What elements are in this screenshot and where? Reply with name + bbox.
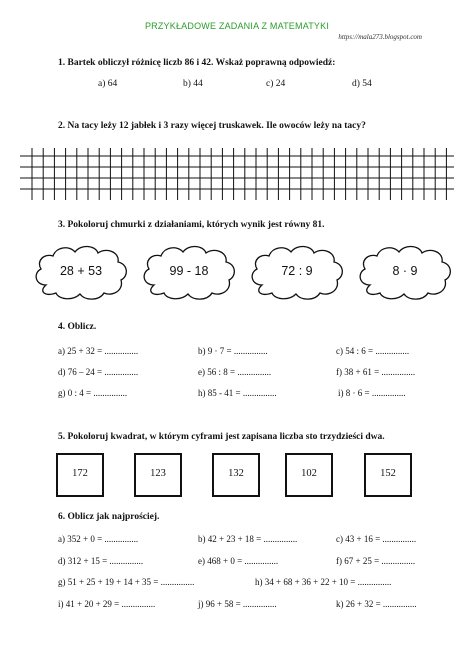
- square-1[interactable]: [56, 453, 104, 497]
- task3-question: 3. Pokoloruj chmurki z działaniami, których wynik jest równy 81.: [58, 220, 325, 230]
- task6-item-j: j) 96 + 58 = ...............: [198, 599, 277, 609]
- square-4[interactable]: [285, 453, 333, 497]
- task4-item-f: f) 38 + 61 = ...............: [336, 367, 416, 377]
- task1-answer-b: b) 44: [183, 79, 203, 89]
- task1-answer-c: c) 24: [266, 79, 286, 89]
- cloud-4[interactable]: [356, 243, 454, 301]
- task6-item-d: d) 312 + 15 = ...............: [58, 556, 144, 566]
- page-header-url: https://mala273.blogspot.com: [338, 33, 422, 41]
- task6-item-k: k) 26 + 32 = ...............: [336, 599, 417, 609]
- calculation-grid: [20, 148, 454, 200]
- task4-item-d: d) 76 – 24 = ...............: [58, 367, 139, 377]
- square-3-number: 132: [228, 468, 244, 479]
- task6-item-a: a) 352 + 0 = ...............: [58, 534, 139, 544]
- cloud-1-expression: 28 + 53: [59, 264, 103, 278]
- task4-item-h: h) 85 - 41 = ...............: [198, 388, 277, 398]
- task1-answer-a: a) 64: [98, 79, 118, 89]
- page-header-title: PRZYKŁADOWE ZADANIA Z MATEMATYKI: [144, 21, 330, 31]
- square-4-number: 102: [301, 468, 317, 479]
- cloud-3-expression: 72 : 9: [281, 264, 313, 278]
- square-3[interactable]: [212, 453, 260, 497]
- task6-item-f: f) 67 + 25 = ...............: [336, 556, 416, 566]
- task1-answer-d: d) 54: [352, 79, 372, 89]
- cloud-4-expression: 8 · 9: [392, 264, 418, 278]
- square-2-number: 123: [150, 468, 166, 479]
- cloud-3[interactable]: [248, 243, 346, 301]
- task6-item-h: h) 34 + 68 + 36 + 22 + 10 = ...............: [255, 577, 392, 587]
- task4-item-b: b) 9 · 7 = ...............: [198, 346, 268, 356]
- task6-item-i: i) 41 + 20 + 29 = ...............: [58, 599, 156, 609]
- task1-question: 1. Bartek obliczył różnicę liczb 86 i 42. Wskaż poprawną odpowiedź:: [58, 58, 336, 68]
- cloud-1[interactable]: [32, 243, 130, 301]
- task4-item-e: e) 56 : 8 = ...............: [198, 367, 272, 377]
- square-2[interactable]: [134, 453, 182, 497]
- task6-item-e: e) 468 + 0 = ...............: [198, 556, 279, 566]
- task6-item-c: c) 43 + 16 = ...............: [336, 534, 417, 544]
- task2-question: 2. Na tacy leży 12 jabłek i 3 razy więcej truskawek. Ile owoców leży na tacy?: [58, 121, 366, 131]
- task6-item-g: g) 51 + 25 + 19 + 14 + 35 = ...............: [58, 577, 195, 587]
- task4-item-g: g) 0 : 4 = ...............: [58, 388, 128, 398]
- cloud-2[interactable]: [140, 243, 238, 301]
- task4-item-a: a) 25 + 32 = ...............: [58, 346, 139, 356]
- square-5-number: 152: [380, 468, 396, 479]
- task4-title: 4. Oblicz.: [58, 322, 97, 332]
- cloud-2-expression: 99 - 18: [169, 264, 209, 278]
- task5-question: 5. Pokoloruj kwadrat, w którym cyframi jest zapisana liczba sto trzydzieści dwa.: [58, 432, 385, 442]
- task6-title: 6. Oblicz jak najprościej.: [58, 512, 160, 522]
- task6-item-b: b) 42 + 23 + 18 = ...............: [198, 534, 298, 544]
- task4-item-c: c) 54 : 6 = ...............: [336, 346, 410, 356]
- square-1-number: 172: [72, 468, 88, 479]
- square-5[interactable]: [364, 453, 412, 497]
- task4-item-i: i) 8 · 6 = ...............: [338, 388, 406, 398]
